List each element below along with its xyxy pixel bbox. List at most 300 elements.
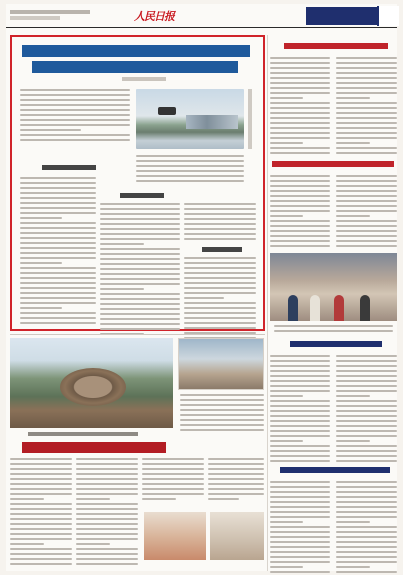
text-line bbox=[20, 297, 96, 299]
lower-headline bbox=[22, 442, 166, 453]
right-headline-2 bbox=[272, 161, 394, 167]
text-line bbox=[270, 460, 330, 462]
text-line bbox=[180, 409, 264, 411]
text-line bbox=[20, 202, 96, 204]
text-line bbox=[76, 478, 138, 480]
text-line bbox=[20, 192, 96, 194]
text-line bbox=[336, 127, 397, 129]
text-line bbox=[336, 521, 370, 523]
text-line bbox=[184, 287, 256, 289]
text-line bbox=[20, 104, 130, 106]
text-line bbox=[20, 237, 96, 239]
text-line bbox=[20, 322, 96, 324]
text-line bbox=[336, 430, 397, 432]
lower-photo-caption bbox=[28, 432, 138, 436]
text-line bbox=[270, 200, 330, 202]
text-line bbox=[20, 317, 96, 319]
text-line bbox=[10, 548, 72, 550]
text-line bbox=[20, 139, 130, 141]
text-line bbox=[76, 488, 138, 490]
lower-main-photo bbox=[10, 338, 173, 428]
text-line bbox=[100, 223, 180, 225]
text-line bbox=[20, 89, 130, 91]
text-line bbox=[10, 513, 72, 515]
lead-column-1-text bbox=[20, 177, 96, 327]
text-line bbox=[336, 355, 397, 357]
text-line bbox=[270, 77, 330, 79]
text-line bbox=[184, 218, 256, 220]
text-line bbox=[10, 543, 44, 545]
text-line bbox=[336, 541, 397, 543]
text-line bbox=[336, 390, 397, 392]
lead-headline-line-1 bbox=[22, 45, 250, 57]
text-line bbox=[184, 228, 256, 230]
text-line bbox=[270, 72, 330, 74]
lower-bottom-photo bbox=[144, 512, 206, 560]
text-line bbox=[270, 546, 330, 548]
text-line bbox=[270, 420, 330, 422]
text-line bbox=[270, 511, 330, 513]
text-line bbox=[184, 297, 224, 299]
text-line bbox=[20, 252, 96, 254]
text-line bbox=[336, 122, 397, 124]
lead-subhead-2 bbox=[120, 193, 164, 198]
text-line bbox=[184, 233, 256, 235]
text-line bbox=[100, 318, 180, 320]
lead-column-3-top-text bbox=[184, 203, 256, 243]
text-line bbox=[270, 92, 330, 94]
text-line bbox=[184, 282, 256, 284]
text-line bbox=[270, 521, 303, 523]
right-headline-4 bbox=[280, 467, 390, 473]
text-line bbox=[336, 210, 397, 212]
text-line bbox=[270, 551, 330, 553]
text-line bbox=[336, 506, 397, 508]
text-line bbox=[336, 546, 397, 548]
text-line bbox=[184, 238, 256, 240]
masthead-rule bbox=[6, 27, 397, 28]
text-line bbox=[142, 488, 204, 490]
lead-column-2-text bbox=[100, 203, 180, 338]
lower-side-caption bbox=[180, 394, 264, 434]
text-line bbox=[270, 210, 330, 212]
text-line bbox=[208, 458, 264, 460]
text-line bbox=[184, 272, 256, 274]
text-line bbox=[100, 323, 180, 325]
text-line bbox=[270, 380, 330, 382]
text-line bbox=[10, 483, 72, 485]
text-line bbox=[336, 460, 397, 462]
text-line bbox=[336, 435, 397, 437]
text-line bbox=[270, 440, 303, 442]
text-line bbox=[270, 445, 330, 447]
text-line bbox=[336, 132, 397, 134]
text-line bbox=[10, 523, 72, 525]
right-story-3-text bbox=[270, 355, 330, 465]
text-line bbox=[270, 481, 330, 483]
right-story-4-text-b bbox=[336, 481, 397, 575]
text-line bbox=[76, 483, 138, 485]
text-line bbox=[336, 147, 397, 149]
text-line bbox=[270, 185, 330, 187]
text-line bbox=[76, 508, 138, 510]
right-photo bbox=[270, 253, 397, 321]
text-line bbox=[336, 561, 397, 563]
right-photo-caption bbox=[274, 325, 393, 335]
right-story-3-text-b bbox=[336, 355, 397, 465]
lead-intro-text bbox=[20, 89, 130, 144]
text-line bbox=[336, 491, 397, 493]
text-line bbox=[20, 307, 62, 309]
text-line bbox=[336, 240, 397, 242]
lead-photo-caption bbox=[248, 89, 252, 149]
text-line bbox=[20, 177, 96, 179]
text-line bbox=[10, 463, 72, 465]
text-line bbox=[336, 220, 397, 222]
text-line bbox=[336, 102, 397, 104]
text-line bbox=[336, 511, 397, 513]
text-line bbox=[100, 208, 180, 210]
text-line bbox=[136, 160, 244, 162]
text-line bbox=[336, 72, 397, 74]
text-line bbox=[10, 518, 72, 520]
text-line bbox=[184, 317, 256, 319]
text-line bbox=[270, 516, 330, 518]
text-line bbox=[10, 533, 72, 535]
text-line bbox=[336, 92, 397, 94]
text-line bbox=[184, 213, 256, 215]
text-line bbox=[20, 119, 130, 121]
text-line bbox=[10, 458, 72, 460]
right-story-1-text-b bbox=[336, 57, 397, 157]
text-line bbox=[76, 543, 110, 545]
text-line bbox=[270, 235, 330, 237]
text-line bbox=[10, 478, 72, 480]
text-line bbox=[76, 518, 138, 520]
text-line bbox=[100, 308, 180, 310]
text-line bbox=[270, 87, 330, 89]
text-line bbox=[20, 292, 96, 294]
text-line bbox=[270, 132, 330, 134]
text-line bbox=[270, 385, 330, 387]
text-line bbox=[76, 523, 138, 525]
text-line bbox=[184, 203, 256, 205]
text-line bbox=[208, 463, 264, 465]
text-line bbox=[270, 220, 330, 222]
text-line bbox=[20, 302, 96, 304]
text-line bbox=[136, 170, 244, 172]
text-line bbox=[336, 571, 397, 573]
text-line bbox=[336, 195, 397, 197]
text-line bbox=[270, 506, 330, 508]
text-line bbox=[270, 375, 330, 377]
text-line bbox=[336, 112, 397, 114]
text-line bbox=[20, 262, 62, 264]
text-line bbox=[20, 247, 96, 249]
text-line bbox=[270, 195, 330, 197]
text-line bbox=[336, 185, 397, 187]
text-line bbox=[270, 107, 330, 109]
text-line bbox=[336, 142, 370, 144]
text-line bbox=[336, 486, 397, 488]
text-line bbox=[270, 561, 330, 563]
lower-side-photo bbox=[178, 338, 264, 390]
text-line bbox=[270, 425, 330, 427]
text-line bbox=[336, 235, 397, 237]
text-line bbox=[336, 425, 397, 427]
text-line bbox=[336, 82, 397, 84]
text-line bbox=[10, 468, 72, 470]
lead-byline bbox=[122, 77, 166, 81]
text-line bbox=[208, 483, 264, 485]
text-line bbox=[336, 180, 397, 182]
text-line bbox=[270, 360, 330, 362]
text-line bbox=[10, 488, 72, 490]
lower-column-3-text bbox=[142, 458, 204, 503]
text-line bbox=[20, 212, 96, 214]
text-line bbox=[100, 213, 180, 215]
lower-column-1-text bbox=[10, 458, 72, 568]
text-line bbox=[20, 242, 96, 244]
column-divider bbox=[267, 35, 268, 571]
text-line bbox=[20, 272, 96, 274]
text-line bbox=[336, 516, 397, 518]
text-line bbox=[336, 445, 397, 447]
right-headline-3 bbox=[290, 341, 382, 347]
text-line bbox=[274, 325, 393, 327]
text-line bbox=[270, 541, 330, 543]
text-line bbox=[336, 536, 397, 538]
text-line bbox=[20, 99, 130, 101]
lead-subhead-1 bbox=[42, 165, 96, 170]
lower-column-4-text bbox=[208, 458, 264, 503]
text-line bbox=[270, 245, 330, 247]
text-line bbox=[336, 450, 397, 452]
text-line bbox=[100, 268, 180, 270]
text-line bbox=[184, 223, 256, 225]
text-line bbox=[10, 473, 72, 475]
text-line bbox=[270, 365, 330, 367]
text-line bbox=[270, 430, 330, 432]
text-line bbox=[336, 175, 397, 177]
text-line bbox=[336, 205, 397, 207]
text-line bbox=[270, 526, 330, 528]
text-line bbox=[184, 257, 256, 259]
text-line bbox=[270, 400, 330, 402]
page-number bbox=[377, 6, 399, 26]
text-line bbox=[180, 394, 264, 396]
text-line bbox=[100, 313, 180, 315]
text-line bbox=[184, 292, 256, 294]
text-line bbox=[270, 435, 330, 437]
text-line bbox=[270, 152, 330, 154]
text-line bbox=[270, 496, 330, 498]
text-line bbox=[100, 273, 180, 275]
text-line bbox=[76, 458, 138, 460]
text-line bbox=[336, 440, 370, 442]
text-line bbox=[270, 566, 303, 568]
lead-headline-line-2 bbox=[32, 61, 238, 73]
text-line bbox=[270, 67, 330, 69]
text-line bbox=[270, 405, 330, 407]
text-line bbox=[274, 330, 393, 332]
text-line bbox=[270, 410, 330, 412]
text-line bbox=[270, 491, 330, 493]
text-line bbox=[336, 410, 397, 412]
text-line bbox=[336, 245, 397, 247]
text-line bbox=[270, 556, 330, 558]
text-line bbox=[20, 207, 96, 209]
text-line bbox=[20, 267, 96, 269]
text-line bbox=[336, 501, 397, 503]
text-line bbox=[76, 563, 138, 565]
text-line bbox=[336, 481, 397, 483]
section-divider bbox=[10, 334, 265, 335]
text-line bbox=[20, 114, 130, 116]
newspaper-page bbox=[6, 4, 397, 571]
text-line bbox=[184, 267, 256, 269]
text-line bbox=[336, 400, 397, 402]
text-line bbox=[20, 187, 96, 189]
text-line bbox=[270, 395, 303, 397]
text-line bbox=[20, 217, 62, 219]
drone-image bbox=[158, 107, 176, 115]
text-line bbox=[20, 197, 96, 199]
text-line bbox=[184, 277, 256, 279]
right-story-2-text bbox=[270, 175, 330, 250]
text-line bbox=[76, 493, 138, 495]
text-line bbox=[270, 486, 330, 488]
text-line bbox=[100, 293, 180, 295]
text-line bbox=[76, 503, 138, 505]
text-line bbox=[270, 215, 303, 217]
text-line bbox=[270, 175, 330, 177]
text-line bbox=[180, 429, 264, 431]
text-line bbox=[270, 501, 330, 503]
text-line bbox=[336, 405, 397, 407]
text-line bbox=[76, 553, 138, 555]
text-line bbox=[336, 137, 397, 139]
text-line bbox=[180, 399, 264, 401]
text-line bbox=[20, 109, 130, 111]
text-line bbox=[336, 526, 397, 528]
text-line bbox=[180, 419, 264, 421]
text-line bbox=[10, 508, 72, 510]
text-line bbox=[270, 57, 330, 59]
text-line bbox=[336, 365, 397, 367]
text-line bbox=[136, 165, 244, 167]
text-line bbox=[10, 498, 44, 500]
text-line bbox=[270, 142, 303, 144]
text-line bbox=[336, 420, 397, 422]
text-line bbox=[270, 230, 330, 232]
text-line bbox=[184, 327, 256, 329]
text-line bbox=[10, 493, 72, 495]
text-line bbox=[270, 225, 330, 227]
lead-article-frame[interactable] bbox=[10, 35, 265, 331]
text-line bbox=[336, 230, 397, 232]
text-line bbox=[270, 455, 330, 457]
text-line bbox=[136, 175, 244, 177]
right-story-2-text-b bbox=[336, 175, 397, 250]
text-line bbox=[76, 548, 138, 550]
right-headline-1 bbox=[284, 43, 388, 49]
text-line bbox=[336, 77, 397, 79]
text-line bbox=[184, 307, 256, 309]
text-line bbox=[336, 97, 370, 99]
text-line bbox=[100, 253, 180, 255]
text-line bbox=[20, 232, 96, 234]
text-line bbox=[76, 463, 138, 465]
text-line bbox=[336, 225, 397, 227]
text-line bbox=[336, 380, 397, 382]
text-line bbox=[336, 496, 397, 498]
text-line bbox=[100, 258, 180, 260]
text-line bbox=[180, 414, 264, 416]
text-line bbox=[270, 97, 303, 99]
text-line bbox=[270, 536, 330, 538]
text-line bbox=[100, 203, 180, 205]
text-line bbox=[20, 257, 96, 259]
text-line bbox=[270, 390, 330, 392]
text-line bbox=[76, 473, 138, 475]
text-line bbox=[270, 240, 330, 242]
text-line bbox=[270, 137, 330, 139]
text-line bbox=[20, 287, 96, 289]
text-line bbox=[336, 415, 397, 417]
text-line bbox=[270, 112, 330, 114]
text-line bbox=[10, 503, 72, 505]
text-line bbox=[20, 222, 96, 224]
text-line bbox=[208, 488, 264, 490]
text-line bbox=[20, 94, 130, 96]
text-line bbox=[100, 243, 144, 245]
text-line bbox=[270, 102, 330, 104]
text-line bbox=[100, 278, 180, 280]
right-story-1-text bbox=[270, 57, 330, 157]
text-line bbox=[136, 155, 244, 157]
text-line bbox=[10, 528, 72, 530]
text-line bbox=[142, 463, 204, 465]
newspaper-logo: 人民日报 bbox=[134, 10, 174, 23]
text-line bbox=[10, 558, 72, 560]
text-line bbox=[184, 262, 256, 264]
right-story-4-text bbox=[270, 481, 330, 575]
text-line bbox=[336, 215, 370, 217]
text-line bbox=[270, 147, 330, 149]
text-line bbox=[142, 473, 204, 475]
text-line bbox=[336, 57, 397, 59]
text-line bbox=[208, 498, 239, 500]
text-line bbox=[270, 415, 330, 417]
text-line bbox=[336, 566, 370, 568]
text-line bbox=[76, 468, 138, 470]
text-line bbox=[336, 67, 397, 69]
text-line bbox=[100, 248, 180, 250]
text-line bbox=[336, 375, 397, 377]
text-line bbox=[100, 238, 180, 240]
text-line bbox=[76, 538, 138, 540]
text-line bbox=[208, 493, 264, 495]
issue-line bbox=[10, 16, 60, 20]
text-line bbox=[270, 117, 330, 119]
text-line bbox=[270, 370, 330, 372]
text-line bbox=[76, 498, 110, 500]
text-line bbox=[142, 458, 204, 460]
text-line bbox=[100, 303, 180, 305]
text-line bbox=[20, 182, 96, 184]
text-line bbox=[20, 312, 96, 314]
